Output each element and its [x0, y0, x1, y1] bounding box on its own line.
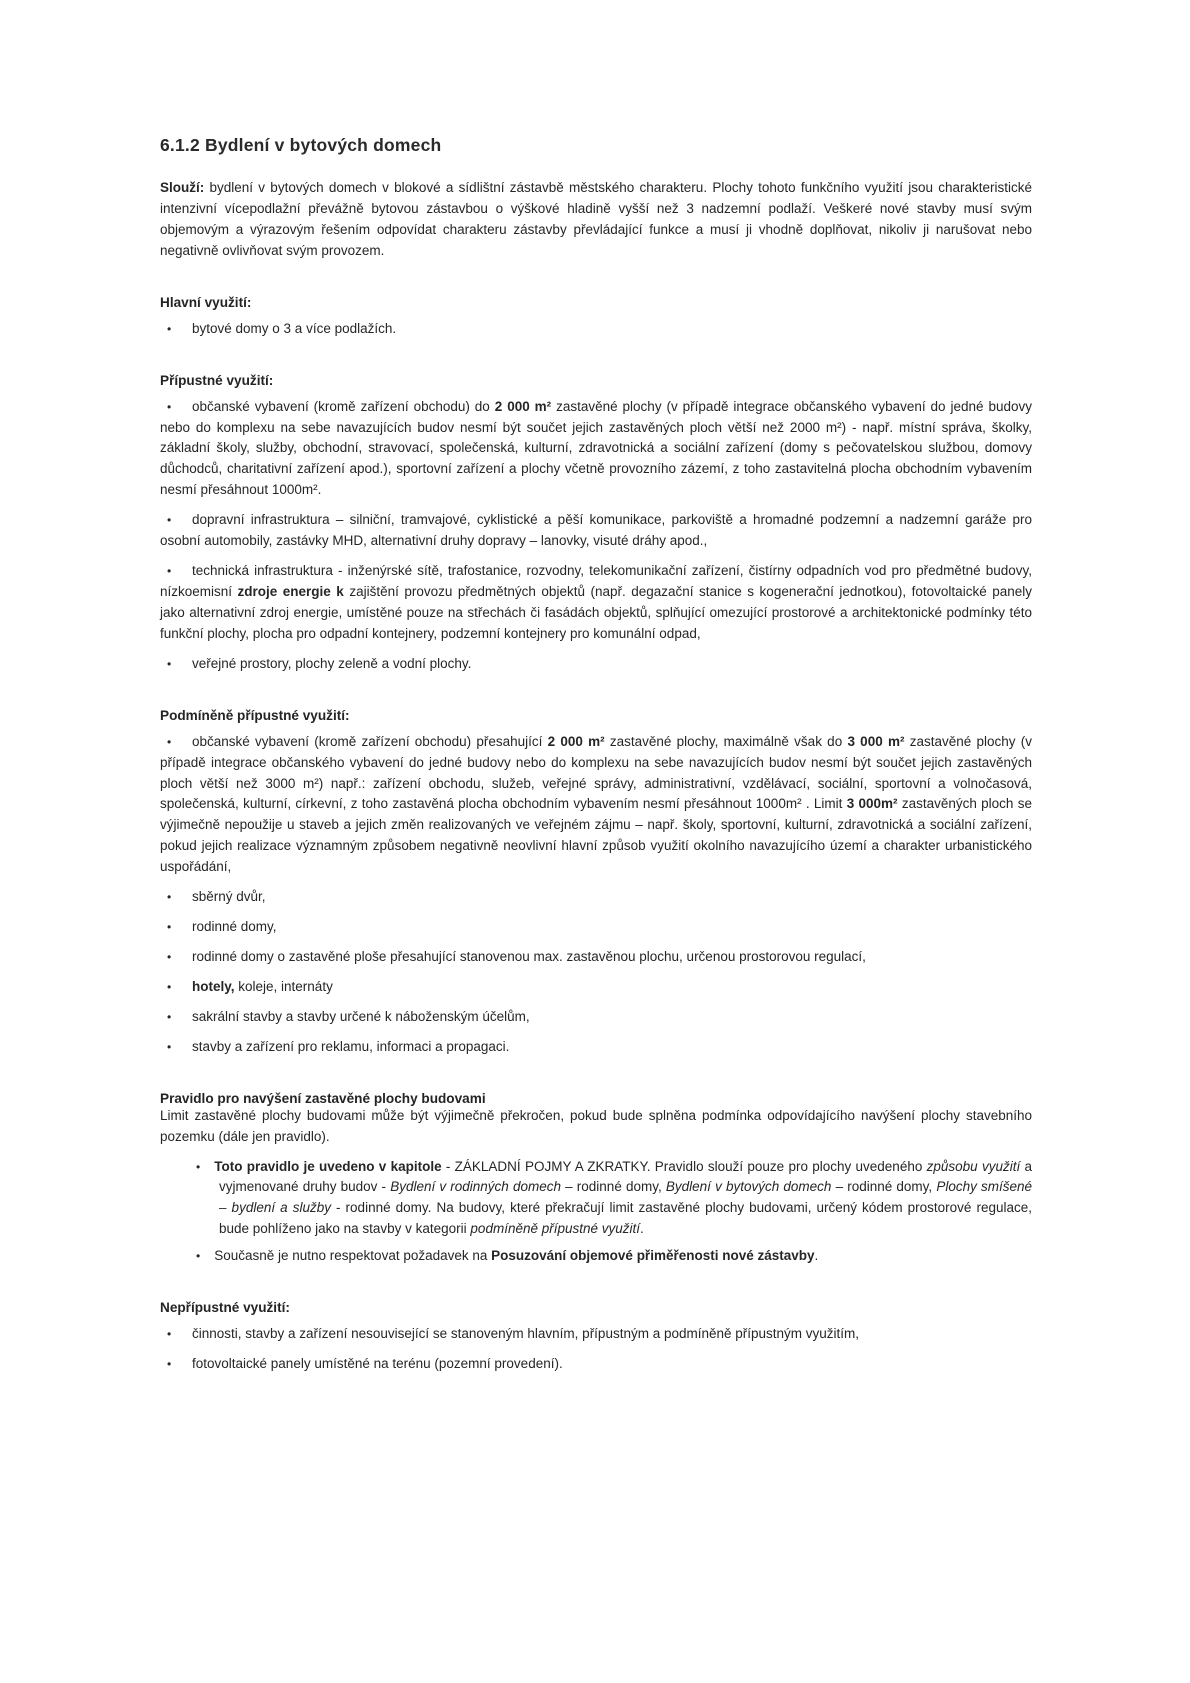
text-run: fotovoltaické panely umístěné na terénu (pozemní provedení). — [192, 1356, 563, 1372]
section-heading: Podmíněně přípustné využití: — [160, 707, 350, 723]
text-run: 3 000 m² — [847, 733, 905, 749]
text-run: hotely, — [192, 978, 235, 994]
bullet-icon: • — [167, 656, 172, 671]
page-title: 6.1.2 Bydlení v bytových domech — [160, 135, 442, 155]
bullet-icon: • — [167, 321, 172, 336]
text-run: rodinné domy, — [192, 919, 277, 935]
bullet-icon: • — [167, 949, 172, 964]
text-run: bydlení v bytových domech v blokové a sídlištní zástavbě městského charakteru. Plochy tohoto funkčního využití jsou charakteristické intenzivní vícepodlažní převážně bytovou zástavbou o výškové hladině vyšší než 3 nadzemní podlaží. Veškeré nové stavby musí svým objemovým a výrazovým řešením odpovídat charakteru zástavby převládající funkce a musí ji vhodně doplňovat, nikoliv ji narušovat nebo negativně ovlivňovat svým provozem. — [160, 180, 1033, 258]
document-section — [160, 1300, 1032, 1375]
bullet-icon: • — [167, 1357, 172, 1372]
text-run: - ZÁKLADNÍ POJMY A ZKRATKY. Pravidlo slouží pouze pro plochy uvedeného — [441, 1158, 927, 1174]
text-run: - rodinné domy. Na budovy, které překračují limit zastavěné plochy budovami, určený kódem prostorové regulace, bude pohlíženo jako na stavby v kategorii — [219, 1200, 1032, 1237]
list-item — [196, 1157, 1032, 1241]
text-run: Plochy smíšené – bydlení a služby — [219, 1179, 1033, 1216]
list-item — [160, 887, 1032, 908]
document-section — [160, 708, 1032, 1058]
text-run: Slouží: — [160, 180, 210, 195]
text-run: sběrný dvůr, — [192, 889, 266, 905]
list-item — [196, 1246, 1032, 1267]
text-run: rodinné domy o zastavěné ploše přesahující stanovenou max. zastavěnou plochu, určenou prostorovou regulací, — [192, 948, 866, 964]
text-run: zajištění provozu předmětných objektů (např. degazační stanice s kogenerační jednotkou), fotovoltaické panely jako alternativní zdroj energie, umístěné pouze na střechách či fasádách objektů, splňující omezující prostorové a architektonické podmínky této funkční plochy, plocha pro odpadní kontejnery, podzemní kontejnery pro komunální odpad, — [160, 583, 1032, 641]
text-run: Bydlení v rodinných domech — [390, 1179, 561, 1195]
text-run: způsobu využití — [926, 1158, 1021, 1174]
bullet-icon: • — [196, 1159, 201, 1174]
list-item — [160, 654, 1032, 675]
list-item — [160, 510, 1032, 552]
text-run: zastavěných ploch se výjimečně nepoužije u staveb a jejich změn realizovaných ve veřejném zájmu – např. školy, sportovní, kulturní, zdravotnická a sociální zařízení, pokud jejich realizace významným způsobem negativně neovlivní hlavní způsob využití okolního navazujícího území a charakter urbanistického uspořádání, — [160, 796, 1032, 875]
document-section — [160, 1091, 1032, 1267]
text-run: sakrální stavby a stavby určené k náboženským účelům, — [192, 1008, 530, 1024]
text-run: Bydlení v bytových domech — [665, 1179, 832, 1195]
text-run: občanské vybavení (kromě zařízení obchodu) přesahující — [192, 733, 548, 749]
text-run: veřejné prostory, plochy zeleně a vodní plochy. — [192, 655, 472, 671]
text-run: zdroje energie k — [237, 583, 344, 599]
list-item — [160, 1037, 1032, 1058]
text-run: dopravní infrastruktura – silniční, tramvajové, cyklistické a pěší komunikace, parkoviště a hromadné podzemní a nadzemní garáže pro osobní automobily, zastávky MHD, alternativní druhy dopravy – lanovky, visuté dráhy apod., — [160, 512, 1032, 549]
text-run: Současně je nutno respektovat požadavek na — [214, 1248, 492, 1264]
list-item — [160, 397, 1032, 502]
text-run: zastavěné plochy, maximálně však do — [604, 733, 848, 749]
bullet-icon: • — [196, 1249, 201, 1264]
list-item — [160, 977, 1032, 998]
bullet-icon: • — [167, 920, 172, 935]
text-run: Toto pravidlo je uvedeno v kapitole — [214, 1158, 442, 1174]
list-item — [160, 1354, 1032, 1375]
text-run: zastavěné plochy (v případě integrace občanského vybavení do jedné budovy nebo do komplexu na sebe navazujících budov nesmí být součet jejich zastavěných ploch větší než 2000 m²) - např. místní správa, školky, základní školy, služby, obchodní, stravovací, společenská, kulturní, zdravotnická a sociální zařízení (domy s pečovatelskou službou, domovy důchodců, charitativní zařízení apod.), sportovní zařízení a plochy včetně provozního zázemí, z toho zastavitelná plocha obchodním vybavením nesmí přesáhnout 1000m². — [160, 398, 1032, 498]
bullet-icon: • — [167, 890, 172, 905]
document-body — [160, 295, 1032, 1375]
bullet-icon: • — [167, 1009, 172, 1024]
bullet-icon: • — [167, 979, 172, 994]
bullet-icon: • — [167, 1327, 172, 1342]
document-section — [160, 295, 1032, 340]
text-run: a vyjmenované druhy budov - — [219, 1158, 1032, 1195]
text-run: 2 000 m² — [547, 733, 605, 749]
list-item — [160, 947, 1032, 968]
text-run: 3 000m² — [846, 796, 898, 812]
list-item — [160, 1007, 1032, 1028]
bullet-icon: • — [167, 1039, 172, 1054]
text-run: . — [640, 1221, 644, 1237]
list-item — [160, 917, 1032, 938]
text-run: – rodinné domy, — [560, 1179, 666, 1195]
section-heading: Hlavní využití: — [160, 294, 252, 310]
list-item — [160, 319, 1032, 340]
list-item — [160, 732, 1032, 878]
bullet-icon: • — [167, 734, 172, 749]
list-item — [160, 1324, 1032, 1345]
intro-paragraph — [160, 178, 1032, 262]
text-run: 2 000 m² — [494, 398, 552, 414]
bullet-icon: • — [167, 399, 172, 414]
text-run: zastavěné plochy (v případě integrace občanského vybavení do jedné budovy nebo do komplexu na sebe navazujících budov nesmí být součet jejich zastavěných ploch větší než 3000 m²) např.: zařízení obchodu, služeb, veřejné správy, administrativní, vzdělávací, sociální, sportovní a volnočasová, společenská, kulturní, církevní, z toho zastavěná plocha obchodním vybavením nesmí přesáhnout 1000m² . Limit — [160, 733, 1032, 812]
text-run: podmíněně přípustné využití — [470, 1221, 641, 1237]
bullet-icon: • — [167, 564, 172, 579]
text-run: koleje, internáty — [234, 978, 333, 994]
text-run: . — [814, 1248, 819, 1264]
section-paragraph — [160, 1106, 1032, 1148]
text-run: Limit zastavěné plochy budovami může být výjimečně překročen, pokud bude splněna podmínka odpovídajícího navýšení plochy stavebního pozemku (dále jen pravidlo). — [160, 1107, 1032, 1144]
text-run: technická infrastruktura - inženýrské sítě, trafostanice, rozvodny, telekomunikační zařízení, čistírny odpadních vod pro předmětné budovy, nízkoemisní — [160, 563, 1032, 599]
section-heading: Přípustné využití: — [160, 372, 274, 388]
text-run: – rodinné domy, — [831, 1179, 937, 1195]
text-run: činnosti, stavby a zařízení nesouvisející se stanoveným hlavním, přípustným a podmíněně přípustným využitím, — [192, 1326, 860, 1342]
section-heading: Pravidlo pro navýšení zastavěné plochy budovami — [160, 1090, 486, 1106]
section-heading: Nepřípustné využití: — [160, 1300, 290, 1316]
list-item — [160, 561, 1032, 645]
text-run: občanské vybavení (kromě zařízení obchodu) do — [192, 398, 495, 414]
text-run: bytové domy o 3 a více podlažích. — [192, 320, 397, 336]
bullet-icon: • — [167, 513, 172, 528]
text-run: stavby a zařízení pro reklamu, informaci a propagaci. — [192, 1038, 510, 1054]
document-section — [160, 373, 1032, 675]
text-run: Posuzování objemové přiměřenosti nové zástavby — [491, 1248, 815, 1264]
